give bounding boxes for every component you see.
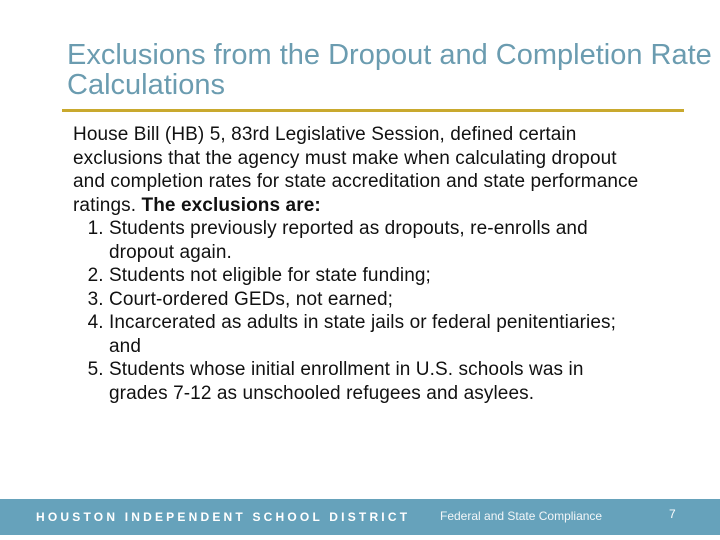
district-logo: HOUSTON INDEPENDENT SCHOOL DISTRICT bbox=[36, 510, 411, 524]
page-number: 7 bbox=[669, 507, 676, 521]
list-item: 2. Students not eligible for state funding; bbox=[109, 264, 643, 288]
list-item: 3. Court-ordered GEDs, not earned; bbox=[109, 288, 643, 312]
list-item: 5. Students whose initial enrollment in U.S. schools was in grades 7-12 as unschooled refugees and asylees. bbox=[109, 358, 643, 405]
list-item: 1. Students previously reported as dropouts, re-enrolls and dropout again. bbox=[109, 217, 643, 264]
footer-text: Federal and State Compliance bbox=[440, 509, 603, 523]
slide-body bbox=[73, 123, 643, 405]
slide-title: Exclusions from the Dropout and Completion Rate Calculations bbox=[67, 39, 712, 101]
exclusions-list bbox=[73, 217, 643, 405]
intro-text: House Bill (HB) 5, 83rd Legislative Session, defined certain exclusions that the agency must make when calculating dropout and completion rates for state accreditation and state performance ratings. bbox=[73, 124, 639, 216]
intro-bold-text: The exclusions are: bbox=[141, 194, 321, 216]
footer-bar bbox=[0, 499, 720, 535]
list-item: 4. Incarcerated as adults in state jails or federal penitentiaries; and bbox=[109, 311, 643, 358]
title-divider bbox=[62, 109, 684, 112]
